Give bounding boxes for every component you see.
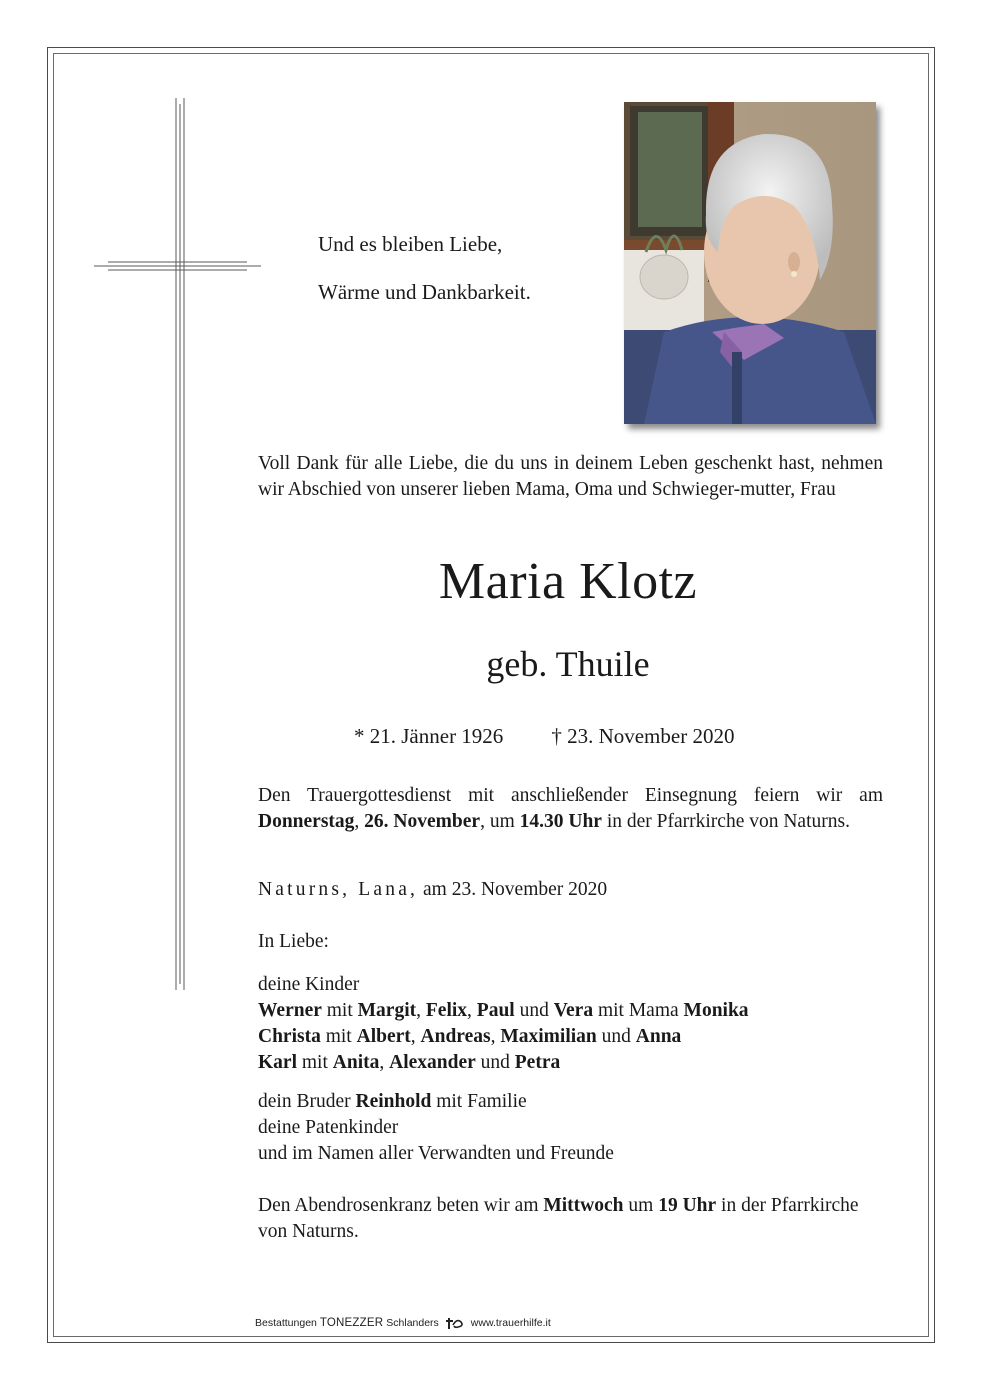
birth-date: * 21. Jänner 1926 — [354, 724, 504, 748]
rosary-day: Mittwoch — [543, 1195, 624, 1216]
footer — [255, 1316, 551, 1330]
quote-line-1: Und es bleiben Liebe, — [318, 232, 503, 256]
quote-line-2: Wärme und Dankbarkeit. — [318, 280, 531, 304]
children-row-1: Werner mit Margit, Felix, Paul und Vera mit Mama Monika — [258, 1000, 749, 1021]
in-love-label: In Liebe: — [258, 931, 329, 952]
deceased-name: Maria Klotz — [438, 553, 698, 610]
children-heading: deine Kinder — [258, 974, 360, 995]
intro-text: Voll Dank für alle Liebe, die du uns in deinem Leben geschenkt hast, nehmen wir Abschied von unserer lieben Mama, Oma und Schwieger-mutter, Frau — [258, 453, 883, 500]
footer-town: Schlanders — [386, 1317, 439, 1329]
portrait-photo — [624, 102, 876, 424]
service-date: 26. November — [364, 811, 481, 832]
service-time: 14.30 Uhr — [519, 811, 602, 832]
places: Naturns, Lana, — [258, 879, 419, 900]
maiden-name: geb. Thuile — [486, 644, 650, 684]
others-line: und im Namen aller Verwandten und Freunde — [258, 1143, 614, 1164]
trauerhilfe-logo-icon — [445, 1316, 465, 1330]
memorial-quote — [318, 230, 531, 326]
footer-url[interactable]: www.trauerhilfe.it — [470, 1317, 551, 1329]
relatives-list — [258, 1089, 883, 1167]
godchildren-line: deine Patenkinder — [258, 1117, 399, 1138]
brother-line: dein Bruder Reinhold mit Familie — [258, 1091, 527, 1112]
children-row-3: Karl mit Anita, Alexander und Petra — [258, 1052, 561, 1073]
place-and-date — [258, 877, 883, 903]
announcement-date: am 23. November 2020 — [418, 879, 608, 900]
rosary-text: Den Abendrosenkranz beten wir am Mittwoch um 19 Uhr in der Pfarrkirche von Naturns. — [258, 1195, 859, 1242]
rosary-time: 19 Uhr — [658, 1195, 717, 1216]
funeral-service-text: Den Trauergottesdienst mit anschließender Einsegnung feiern wir am Donnerstag, 26. November, um 14.30 Uhr in der Pfarrkirche von Naturns. — [258, 785, 883, 832]
life-dates — [354, 723, 734, 749]
footer-prefix: Bestattungen — [255, 1317, 317, 1329]
service-day: Donnerstag — [258, 811, 355, 832]
death-date: † 23. November 2020 — [551, 724, 735, 748]
children-list — [258, 972, 883, 1076]
children-row-2: Christa mit Albert, Andreas, Maximilian und Anna — [258, 1026, 682, 1047]
footer-brand: TONEZZER — [319, 1317, 384, 1329]
